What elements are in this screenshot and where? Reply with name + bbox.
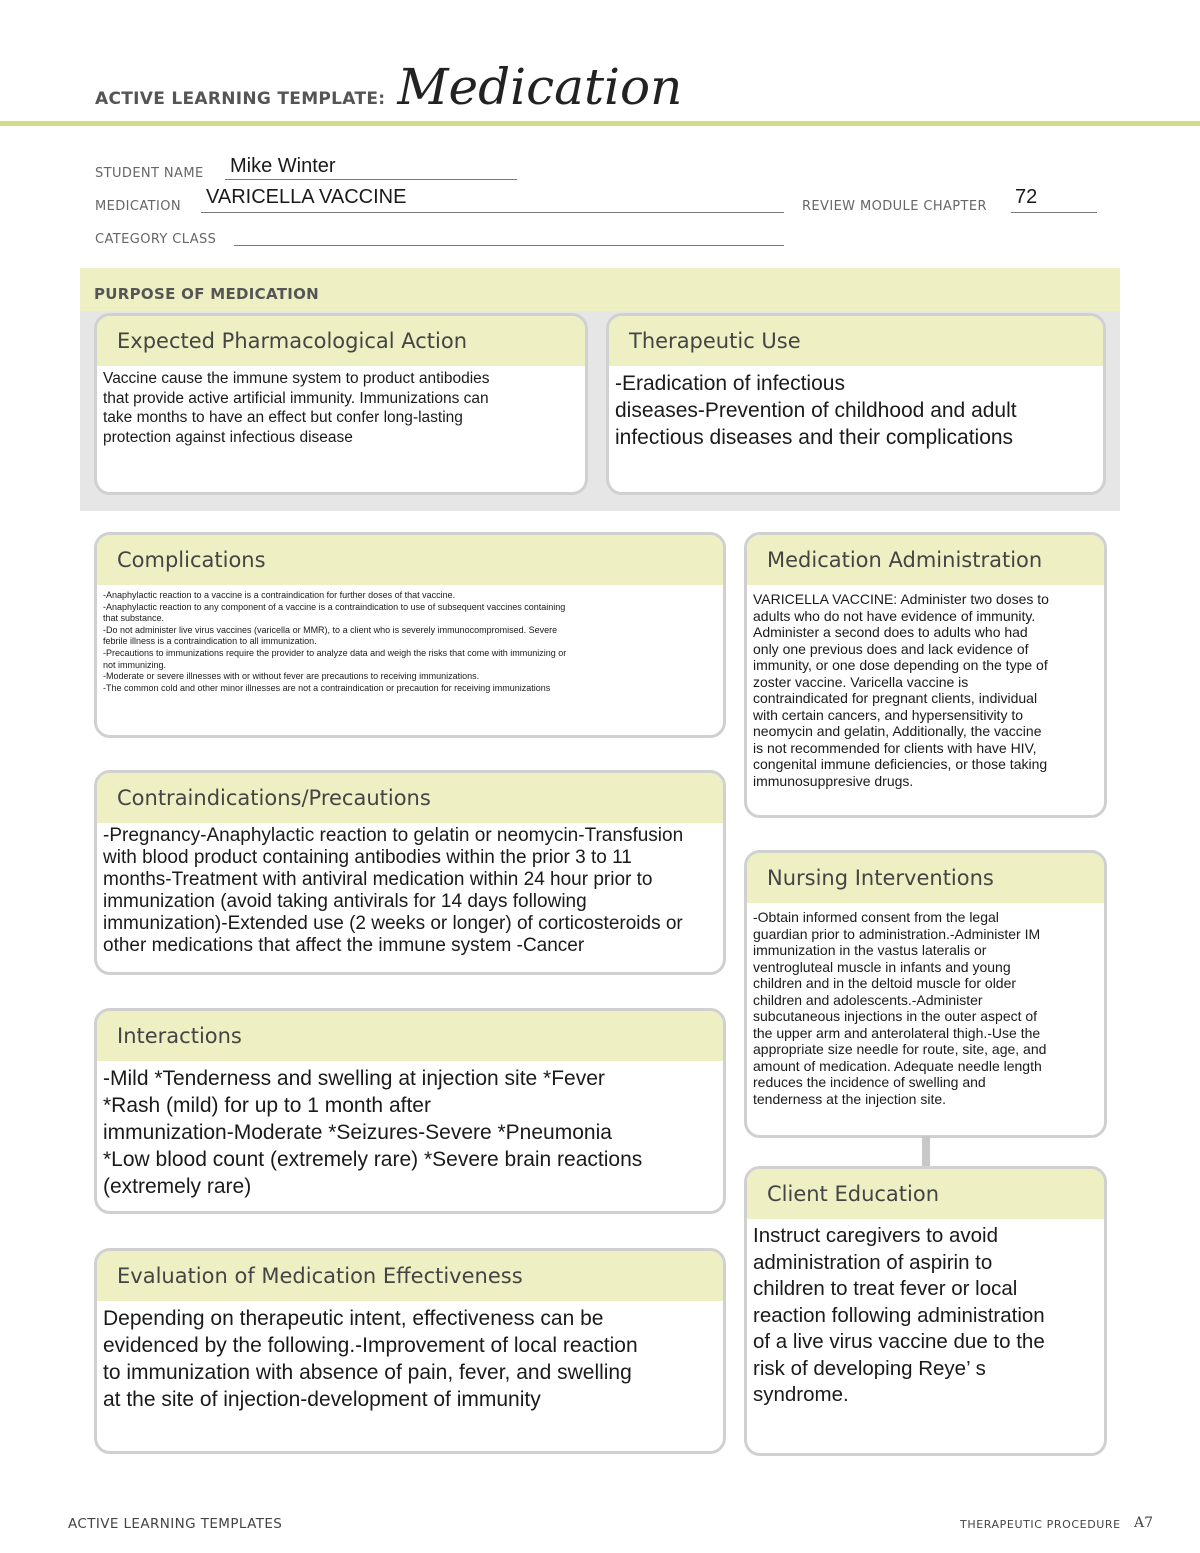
contraindications-text[interactable]: -Pregnancy-Anaphylactic reaction to gelatin or neomycin-Transfusion with blood product containing antibodies within the prior 3 to 11 months-Treatment with antiviral medication within 24 hour prior to immunization (avoid taking antivirals for 14 days following immunization)-Extended use (2 weeks or longer) of corticosteroids or other medications that affect the immune system -Cancer <box>103 825 684 956</box>
complications-text[interactable]: -Anaphylactic reaction to a vaccine is a contraindication for further doses of that vaccine. -Anaphylactic reaction to any component of a vaccine is a contraindication to use of subsequent vaccines containing that substance. -Do not administer live virus vaccines (varicella or MMR), to a client who is severely immunocompromised. Severe febrile illness is a contraindication to all immunization. -Precautions to immunizations require the provider to analyze data and weigh the risks that come with immunizing or not immunizing. -Moderate or severe illnesses with or without fever are precautions to receiving immunizations. -The common cold and other minor illnesses are not a contraindication or precaution for receiving immunizations <box>103 590 567 693</box>
interactions-title: Interactions <box>97 1011 723 1061</box>
template-header-prefix: ACTIVE LEARNING TEMPLATE: <box>95 89 386 109</box>
footer-right-text: THERAPEUTIC PROCEDURE <box>960 1518 1121 1531</box>
footer-left-text: ACTIVE LEARNING TEMPLATES <box>68 1516 283 1532</box>
nursing-interventions-box <box>744 850 1107 1138</box>
category-class-label: CATEGORY CLASS <box>95 232 217 247</box>
contraindications-box <box>94 770 726 975</box>
purpose-label: PURPOSE OF MEDICATION <box>94 285 320 303</box>
interactions-text[interactable]: -Mild *Tenderness and swelling at injection site *Fever *Rash (mild) for up to 1 month after immunization-Moderate *Seizures-Severe *Pneumonia *Low blood count (extremely rare) *Severe brain reactions (extremely rare) <box>103 1067 643 1198</box>
evaluation-text[interactable]: Depending on therapeutic intent, effectiveness can be evidenced by the following.-Improvement of local reaction to immunization with absence of pain, fever, and swelling at the site of injection-development of immunity <box>103 1307 638 1411</box>
evaluation-box <box>94 1248 726 1454</box>
evaluation-title: Evaluation of Medication Effectiveness <box>97 1251 723 1301</box>
review-chapter-label: REVIEW MODULE CHAPTER <box>802 199 987 214</box>
expected-action-text[interactable]: Vaccine cause the immune system to product antibodies that provide active artificial immunity. Immunizations can take months to have an effect but confer long-lasting protection against infectious disease <box>103 370 490 446</box>
contraindications-title: Contraindications/Precautions <box>97 773 723 823</box>
review-chapter-value[interactable]: 72 <box>1015 186 1038 208</box>
complications-box <box>94 532 726 738</box>
therapeutic-use-text[interactable]: -Eradication of infectious diseases-Prevention of childhood and adult infectious diseases and their complications <box>615 372 1017 449</box>
header-divider <box>0 121 1200 126</box>
complications-title: Complications <box>97 535 723 585</box>
medication-administration-text[interactable]: VARICELLA VACCINE: Administer two doses to adults who do not have evidence of immunity. Administer a second does to adults who had only one previous does and lack evidence of immunity, or one dose depending on the type of zoster vaccine. Varicella vaccine is contraindicated for pregnant clients, individual with certain cancers, and hypersensitivity to neomycin and gelatin, Additionally, the vaccine is not recommended for clients with have HIV, congenital immune deficiencies, or those taking immunosuppresive drugs. <box>753 591 1049 789</box>
medication-label: MEDICATION <box>95 199 181 214</box>
medication-administration-box <box>744 532 1107 818</box>
therapeutic-use-box <box>606 313 1106 495</box>
student-name-label: STUDENT NAME <box>95 166 204 181</box>
therapeutic-use-title: Therapeutic Use <box>609 316 1103 366</box>
page-number: A7 <box>1134 1515 1154 1531</box>
nursing-interventions-text[interactable]: -Obtain informed consent from the legal guardian prior to administration.-Administer IM immunization in the vastus lateralis or ventrogluteal muscle in infants and young children and in the deltoid muscle for older children and adolescents.-Administer subcutaneous injections in the outer aspect of the upper arm and anterolateral thigh.-Use the appropriate size needle for route, site, age, and amount of medication. Adequate needle length reduces the incidence of swelling and tenderness at the injection site. <box>753 909 1047 1107</box>
expected-action-title: Expected Pharmacological Action <box>97 316 585 366</box>
medication-line <box>201 212 784 213</box>
student-name-line <box>225 179 517 180</box>
interactions-box <box>94 1008 726 1214</box>
student-name-value[interactable]: Mike Winter <box>230 155 336 177</box>
review-chapter-line <box>1011 212 1097 213</box>
category-class-line <box>234 245 784 246</box>
client-education-box <box>744 1166 1107 1456</box>
medication-administration-title: Medication Administration <box>747 535 1104 585</box>
client-education-title: Client Education <box>747 1169 1104 1219</box>
nursing-interventions-title: Nursing Interventions <box>747 853 1104 903</box>
expected-action-box <box>94 313 588 495</box>
client-education-text[interactable]: Instruct caregivers to avoid administration of aspirin to children to treat fever or local reaction following administration of a live virus vaccine due to the risk of developing Reye’ s syndrome. <box>753 1224 1045 1406</box>
medication-value[interactable]: VARICELLA VACCINE <box>206 186 407 208</box>
connector-bar <box>922 1136 930 1166</box>
template-title: Medication <box>397 58 683 116</box>
template-header <box>95 58 682 118</box>
